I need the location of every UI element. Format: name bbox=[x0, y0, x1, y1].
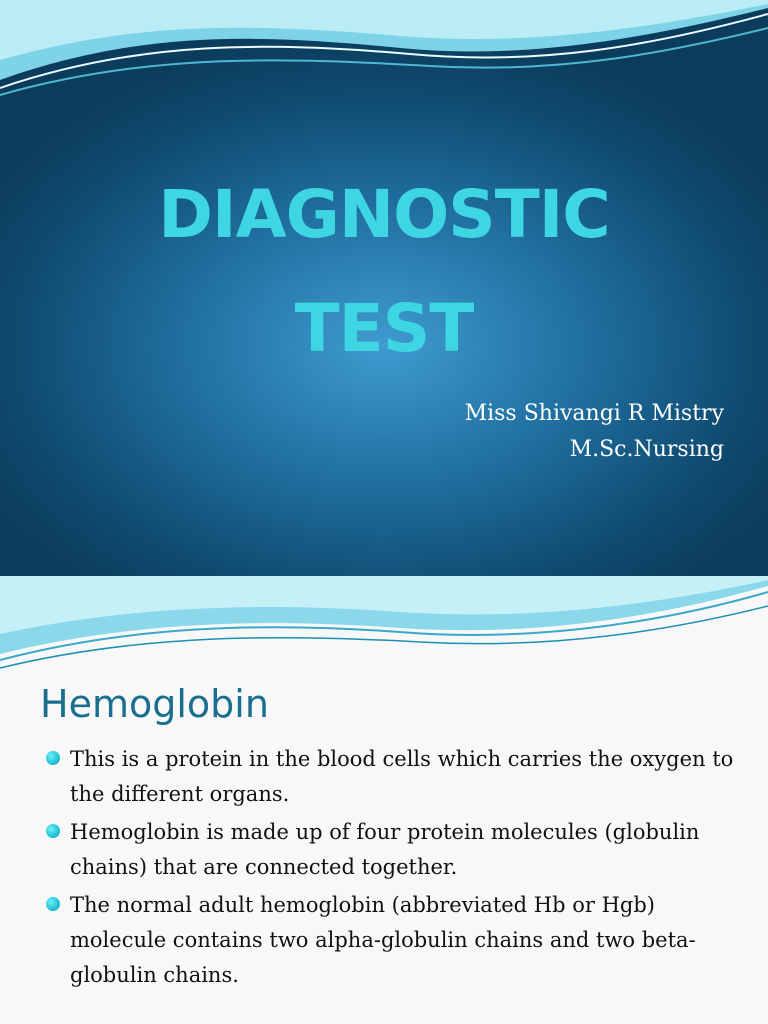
bullet-text: This is a protein in the blood cells which carries the oxygen to the different organs. bbox=[70, 747, 734, 806]
bullet-item bbox=[44, 815, 744, 885]
title-line-2: TEST bbox=[294, 290, 474, 367]
bullet-item bbox=[44, 742, 744, 812]
decorative-wave-top bbox=[0, 576, 768, 671]
slide-title bbox=[0, 158, 768, 386]
bullet-dot-icon bbox=[46, 897, 60, 911]
author-degree: M.Sc.Nursing bbox=[569, 437, 724, 462]
author-name: Miss Shivangi R Mistry bbox=[464, 401, 724, 426]
bullet-item bbox=[44, 888, 744, 993]
bullet-dot-icon bbox=[46, 824, 60, 838]
title-line-1: DIAGNOSTIC bbox=[158, 176, 610, 253]
bullet-list bbox=[44, 742, 744, 996]
slide-subtitle bbox=[465, 396, 724, 468]
bullet-dot-icon bbox=[46, 751, 60, 765]
decorative-wave-top bbox=[0, 0, 768, 100]
bullet-text: The normal adult hemoglobin (abbreviated Hb or Hgb) molecule contains two alpha-globulin chains and two beta-globulin chains. bbox=[70, 893, 696, 987]
bullet-text: Hemoglobin is made up of four protein molecules (globulin chains) that are connected together. bbox=[70, 820, 700, 879]
slide-heading: Hemoglobin bbox=[40, 682, 269, 726]
